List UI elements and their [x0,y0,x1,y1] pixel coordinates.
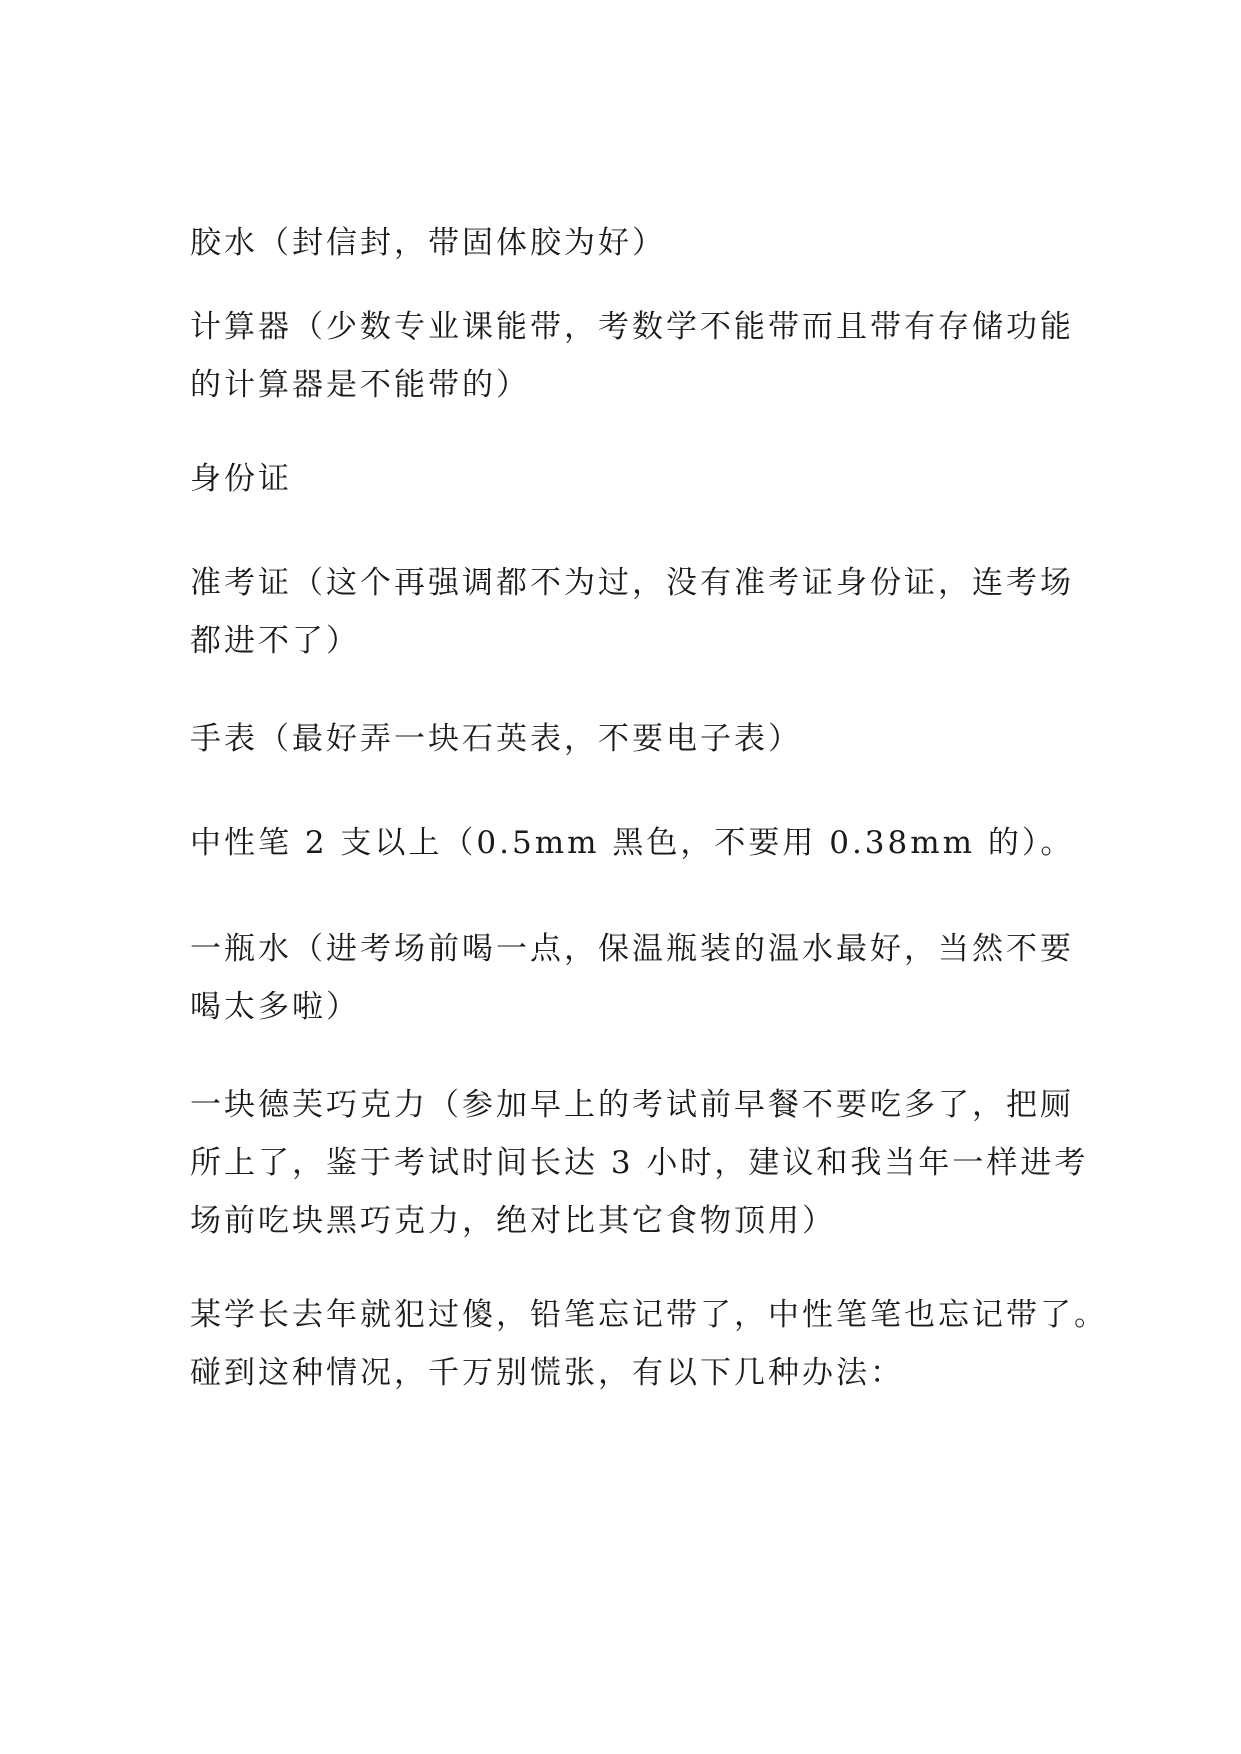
text-line: 场前吃块黑巧克力，绝对比其它食物顶用） [190,1203,836,1239]
paragraph-forgot-pens [190,1286,1108,1402]
text-line: 都进不了） [190,623,360,659]
text-line: 所上了，鉴于考试时间长达 3 小时，建议和我当年一样进考 [190,1145,1089,1181]
paragraph-gel-pen [190,814,1075,872]
text-line: 一块德芙巧克力（参加早上的考试前早餐不要吃多了，把厕 [190,1087,1074,1123]
paragraph-admission-ticket [190,554,1074,670]
paragraph-water [190,920,1074,1036]
text-line: 中性笔 2 支以上（0.5mm 黑色，不要用 0.38mm 的）。 [190,825,1075,861]
text-line: 某学长去年就犯过傻，铅笔忘记带了，中性笔笔也忘记带了。 [190,1297,1108,1333]
paragraph-glue [190,214,1060,272]
text-line: 一瓶水（进考场前喝一点，保温瓶装的温水最好，当然不要 [190,931,1074,967]
text-line: 胶水（封信封，带固体胶为好） [190,225,666,261]
text-line: 手表（最好弄一块石英表，不要电子表） [190,721,802,757]
text-line: 喝太多啦） [190,989,360,1025]
text-line: 身份证 [190,461,292,497]
paragraph-calculator [190,298,1074,414]
text-line: 碰到这种情况，千万别慌张，有以下几种办法： [190,1355,904,1391]
text-line: 的计算器是不能带的） [190,367,530,403]
text-line: 准考证（这个再强调都不为过，没有准考证身份证，连考场 [190,565,1074,601]
paragraph-watch [190,710,1060,768]
paragraph-chocolate [190,1076,1089,1250]
text-line: 计算器（少数专业课能带，考数学不能带而且带有存储功能 [190,309,1074,345]
paragraph-id-card [190,450,1060,508]
